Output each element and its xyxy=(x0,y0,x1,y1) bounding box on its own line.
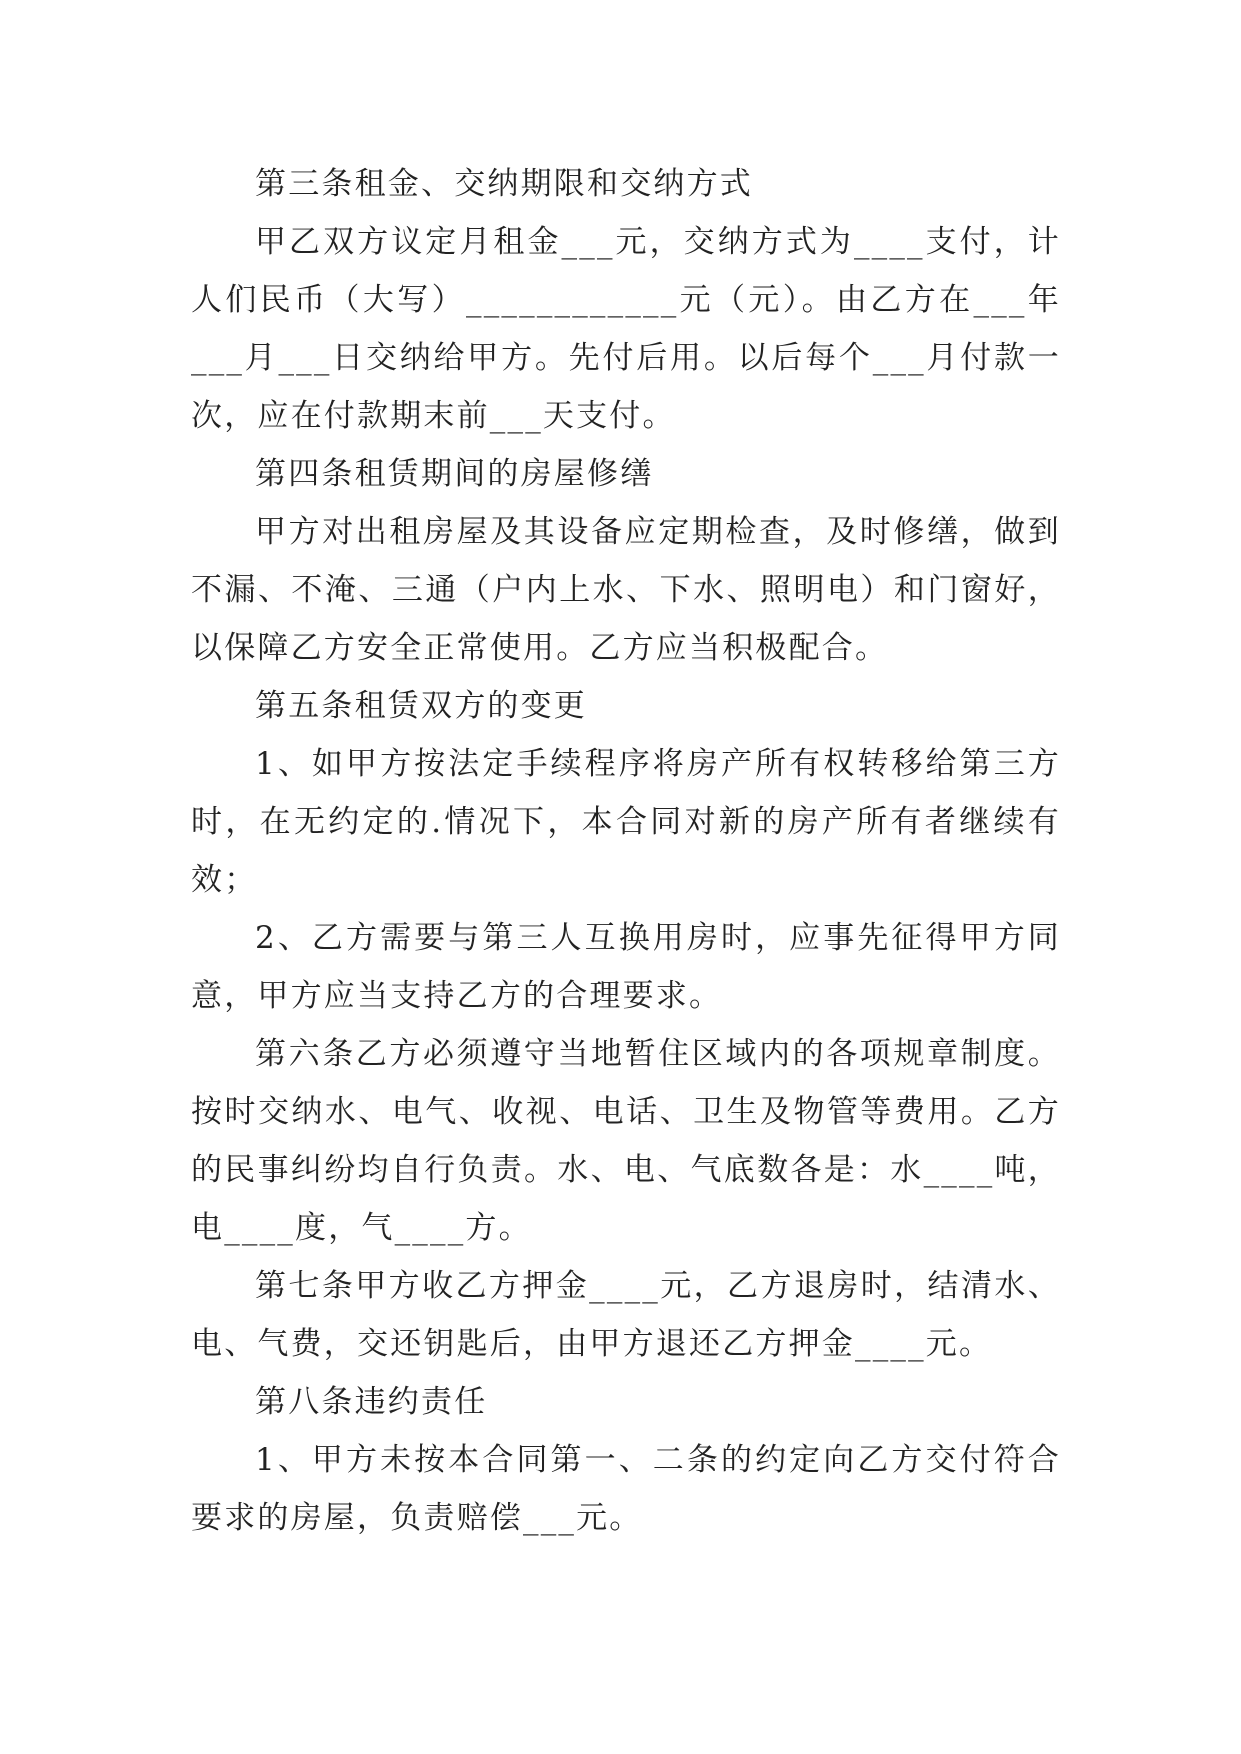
article-6-text: 第六条乙方必须遵守当地暂住区域内的各项规章制度。按时交纳水、电气、收视、电话、卫生及物管等费用。乙方的民事纠纷均自行负责。水、电、气底数各是：水____吨，电____度，气____方。 xyxy=(191,1036,1061,1246)
article-5-item-2: 2、乙方需要与第三人互换用房时，应事先征得甲方同意，甲方应当支持乙方的合理要求。 xyxy=(191,920,1061,1014)
article-8-heading: 第八条违约责任 xyxy=(255,1384,488,1420)
article-4-heading: 第四条租赁期间的房屋修缮 xyxy=(255,456,654,492)
document-body xyxy=(191,155,1061,1547)
article-4-text: 甲方对出租房屋及其设备应定期检查，及时修缮，做到不漏、不淹、三通（户内上水、下水、照明电）和门窗好，以保障乙方安全正常使用。乙方应当积极配合。 xyxy=(191,514,1061,666)
article-5-heading: 第五条租赁双方的变更 xyxy=(255,688,587,724)
article-5-item-1: 1、如甲方按法定手续程序将房产所有权转移给第三方时，在无约定的.情况下，本合同对新的房产所有者继续有效； xyxy=(191,746,1061,898)
article-7-text: 第七条甲方收乙方押金____元，乙方退房时，结清水、电、气费，交还钥匙后，由甲方退还乙方押金____元。 xyxy=(191,1268,1061,1362)
article-8-item-1: 1、甲方未按本合同第一、二条的约定向乙方交付符合要求的房屋，负责赔偿___元。 xyxy=(191,1442,1061,1536)
article-3-text: 甲乙双方议定月租金___元，交纳方式为____支付，计人们民币（大写）____________元（元）。由乙方在___年___月___日交纳给甲方。先付后用。以后每个___月付款一次，应在付款期末前___天支付。 xyxy=(191,224,1061,434)
article-3-heading: 第三条租金、交纳期限和交纳方式 xyxy=(255,166,753,202)
